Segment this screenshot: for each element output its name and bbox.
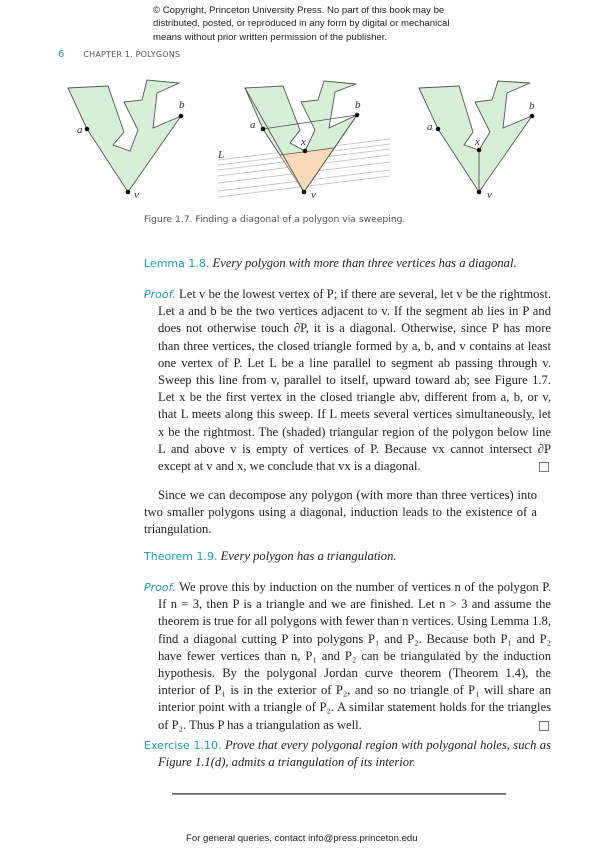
label-x: x xyxy=(301,136,306,148)
label-a: a xyxy=(250,119,256,131)
footer-rule xyxy=(172,793,506,795)
page-number: 6 xyxy=(58,49,65,60)
proof-label: Proof. xyxy=(144,288,176,301)
label-L: L xyxy=(218,149,225,161)
proof-theorem xyxy=(144,579,551,734)
running-head xyxy=(58,49,180,60)
proof-label: Proof. xyxy=(144,581,176,594)
exercise-label: Exercise 1.10. xyxy=(144,739,222,752)
qed-symbol xyxy=(539,721,549,731)
label-v: v xyxy=(311,189,316,201)
label-b: b xyxy=(529,100,535,112)
chapter-title: CHAPTER 1. POLYGONS xyxy=(83,50,181,59)
label-a: a xyxy=(77,124,83,136)
label-b: b xyxy=(179,99,185,111)
lemma-1-8 xyxy=(144,255,537,272)
theorem-label: Theorem 1.9. xyxy=(144,550,218,563)
figure-caption: Figure 1.7. Finding a diagonal of a polygon via sweeping. xyxy=(144,214,406,225)
exercise-1-10 xyxy=(144,737,551,771)
label-x: x xyxy=(475,136,480,148)
lemma-statement: Every polygon with more than three vertices has a diagonal. xyxy=(212,256,517,270)
qed-symbol xyxy=(539,462,549,472)
label-v: v xyxy=(134,189,139,201)
exercise-statement: Prove that every polygonal region with polygonal holes, such as Figure 1.1(d), admits a triangulation of its interior. xyxy=(158,738,551,770)
body-paragraph: Since we can decompose any polygon (with more than three vertices) into two smaller polygons using a diagonal, induction leads to the existence of a triangulation. xyxy=(144,488,537,537)
label-b: b xyxy=(355,99,361,111)
theorem-statement: Every polygon has a triangulation. xyxy=(220,549,397,563)
theorem-1-9 xyxy=(144,548,537,565)
copyright-line: © Copyright, Princeton University Press. No part of this book may be xyxy=(153,5,445,16)
proof-text: Let v be the lowest vertex of P; if there are several, let v be the rightmost. Let a and b be the two vertices adjacent to v. If the segment ab lies in P and does not otherwise touch ∂P, it is a diagonal. Otherwise, since P has more than three vertices, the closed triangle formed by a, b, and v contains at least one vertex of P. Let L be a line parallel to segment ab passing through v. Sweep this line from v, parallel to itself, upward toward ab; see Figure 1.7. Let x be the first vertex in the closed triangle abv, different from a, b, or v, that L meets along this sweep. If L meets several vertices simultaneously, let x be the rightmost. The (shaded) triangular region of the polygon below line L and above v is empty of vertices of P. Because vx cannot intersect ∂P except at v and x, we conclude that vx is a diagonal. xyxy=(158,287,551,474)
figure-panel-1 xyxy=(68,80,185,201)
label-v: v xyxy=(487,189,492,201)
copyright-line: means without prior written permission of the publisher. xyxy=(153,31,388,43)
figure-1-7 xyxy=(0,60,600,210)
figure-panel-2 xyxy=(217,81,390,201)
lemma-label: Lemma 1.8. xyxy=(144,257,210,270)
copyright-notice xyxy=(153,4,453,44)
proof-lemma xyxy=(144,286,551,475)
figure-panel-3 xyxy=(419,81,535,201)
footer-contact: For general queries, contact info@press.princeton.edu xyxy=(186,833,418,844)
copyright-line: distributed, posted, or reproduced in any form by digital or mechanical xyxy=(153,18,450,30)
label-a: a xyxy=(427,121,433,133)
proof-text: We prove this by induction on the number of vertices n of the polygon P. If n = 3, then P is a triangle and we are finished. Let n > 3 and assume the theorem is true for all polygons with fewer than n vertices. Using Lemma 1.8, find a diagonal cutting P into polygons P₁ and P₂. Because both P₁ and P₂ have fewer vertices than n, P₁ and P₂ can be triangulated by the induction hypothesis. By the polygonal Jordan curve theorem (Theorem 1.4), the interior of P₁ is in the exterior of P₂, and so no triangle of P₁ will share an interior point with a triangle of P₂. A similar statement holds for the triangles of P₂. Thus P has a triangulation as well. xyxy=(158,580,552,732)
